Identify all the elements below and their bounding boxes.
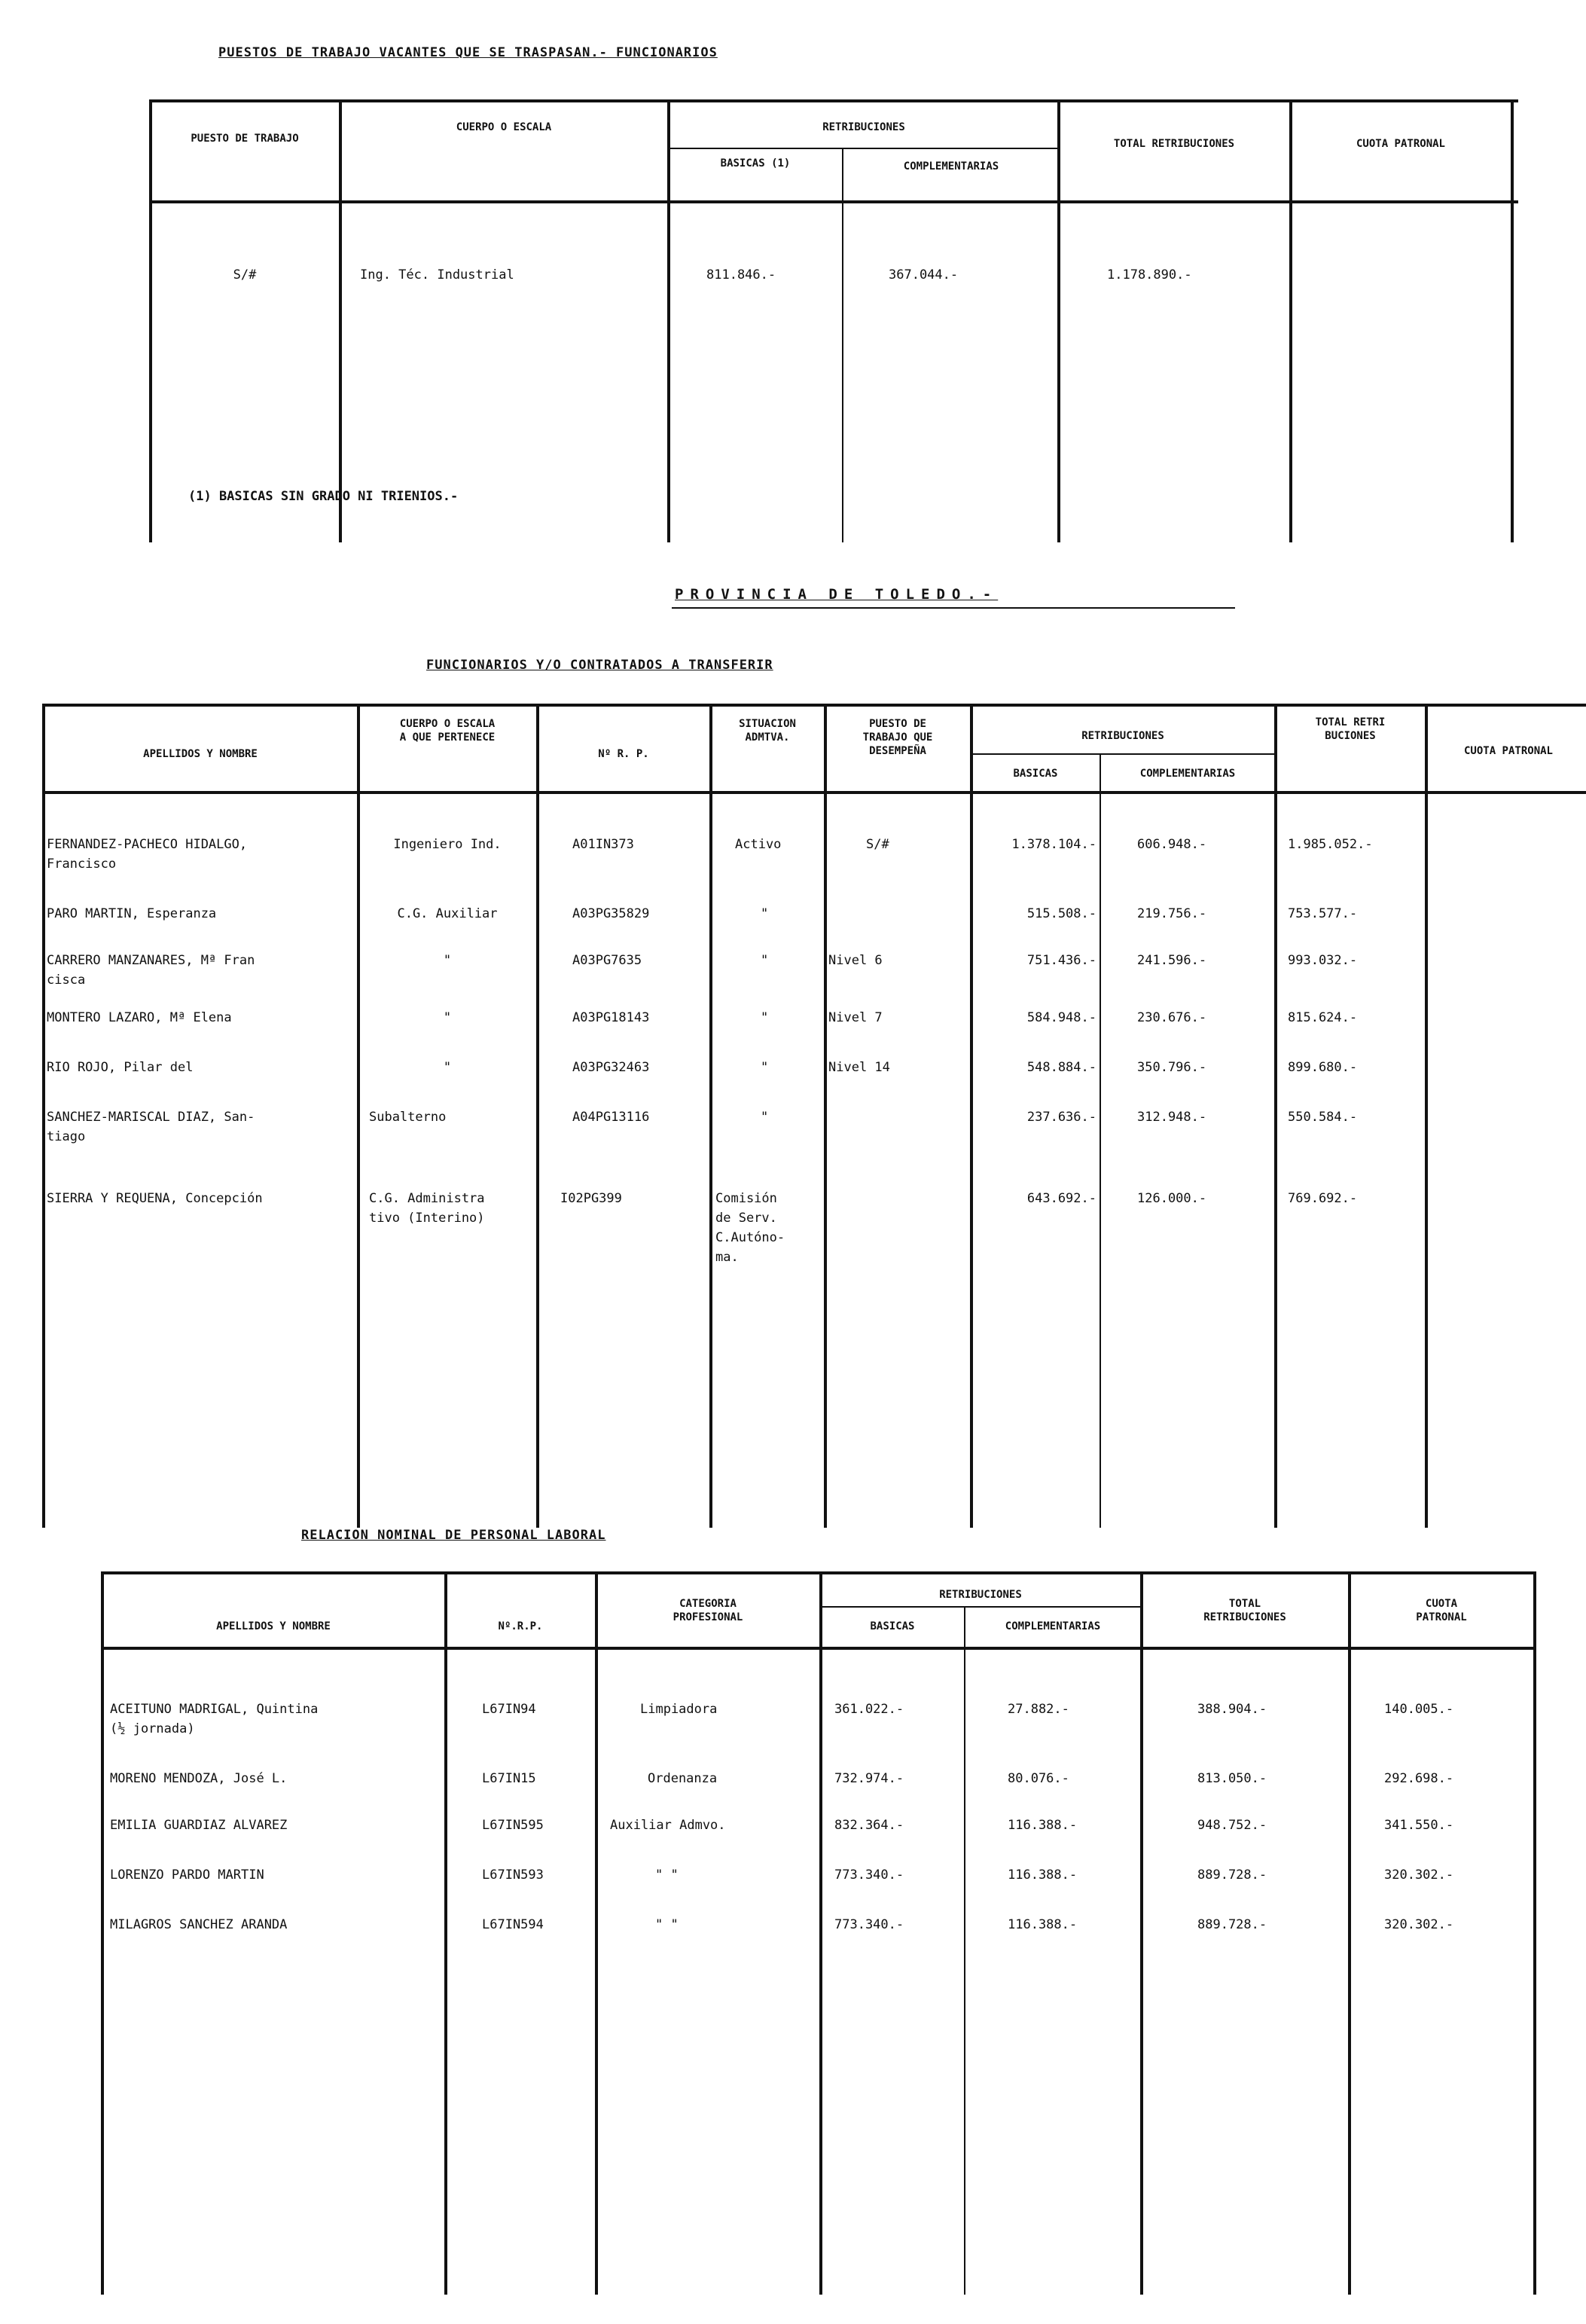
section1-title: PUESTOS DE TRABAJO VACANTES QUE SE TRASPASAN.- FUNCIONARIOS	[218, 45, 718, 60]
header-situacion: SITUACION ADMTVA.	[739, 718, 796, 744]
cell-total: 993.032.-	[1288, 953, 1358, 968]
cell-complementarias: 27.882.-	[1008, 1702, 1069, 1717]
cell-complementarias: 606.948.-	[1137, 837, 1207, 852]
header-apellidos: APELLIDOS Y NOMBRE	[216, 1620, 331, 1632]
cell-cuerpo: Ingeniero Ind.	[393, 837, 502, 852]
cell-total: 1.985.052.-	[1288, 837, 1373, 852]
header-cuota: CUOTA PATRONAL	[1356, 138, 1445, 150]
cell-basicas: 361.022.-	[834, 1702, 904, 1717]
cell-cuerpo: C.G. Administra tivo (Interino)	[369, 1191, 485, 1226]
cell-categoria: " "	[655, 1917, 679, 1932]
cell-nombre: MORENO MENDOZA, José L.	[110, 1771, 288, 1786]
header-complementarias: COMPLEMENTARIAS	[1139, 768, 1236, 780]
cell-situacion: "	[761, 1060, 769, 1075]
province-title: PROVINCIA DE TOLEDO.-	[675, 586, 999, 603]
header-total: TOTAL RETRIBUCIONES	[1113, 138, 1235, 150]
cell-cuerpo: "	[443, 1060, 452, 1075]
cell-cuerpo: "	[443, 1010, 452, 1025]
cell-total: 948.752.-	[1197, 1818, 1267, 1833]
cell-complementarias: 126.000.-	[1137, 1191, 1207, 1206]
cell-nombre: RIO ROJO, Pilar del	[47, 1060, 194, 1075]
cell-categoria: " "	[655, 1867, 679, 1883]
cell-basicas: 832.364.-	[834, 1818, 904, 1833]
cell-total: 889.728.-	[1197, 1867, 1267, 1883]
cell-situacion: Comisión de Serv. C.Autóno- ma.	[715, 1191, 785, 1265]
header-complementarias: COMPLEMENTARIAS	[1005, 1620, 1101, 1632]
cell-puesto: Nivel 7	[828, 1010, 883, 1025]
cell-puesto: S/#	[866, 837, 889, 852]
cell-nombre: MONTERO LAZARO, Mª Elena	[47, 1010, 232, 1025]
cell-cuota: 140.005.-	[1384, 1702, 1454, 1717]
cell-nombre: MILAGROS SANCHEZ ARANDA	[110, 1917, 288, 1932]
cell-complementarias: 312.948.-	[1137, 1110, 1207, 1125]
cell-complementarias: 116.388.-	[1008, 1818, 1078, 1833]
section3-title: RELACION NOMINAL DE PERSONAL LABORAL	[301, 1528, 606, 1543]
cell-puesto: S/#	[233, 267, 257, 282]
cell-basicas: 237.636.-	[1026, 1110, 1096, 1125]
cell-nombre: CARRERO MANZANARES, Mª Fran cisca	[47, 953, 255, 988]
cell-nombre: ACEITUNO MADRIGAL, Quintina (½ jornada)	[110, 1702, 319, 1736]
header-puesto: PUESTO DE TRABAJO QUE DESEMPEÑA	[862, 718, 933, 757]
cell-situacion: Activo	[735, 837, 782, 852]
cell-complementarias: 367.044.-	[889, 267, 959, 282]
cell-total: 813.050.-	[1197, 1771, 1267, 1786]
cell-situacion: "	[761, 1110, 769, 1125]
cell-categoria: Ordenanza	[648, 1771, 718, 1786]
header-retribuciones: RETRIBUCIONES	[939, 1589, 1022, 1601]
header-retribuciones: RETRIBUCIONES	[822, 121, 905, 133]
cell-categoria: Auxiliar Admvo.	[610, 1818, 726, 1833]
cell-cuota: 341.550.-	[1384, 1818, 1454, 1833]
cell-cuerpo: "	[443, 953, 452, 968]
cell-nrp: L67IN593	[482, 1867, 544, 1883]
cell-basicas: 773.340.-	[834, 1867, 904, 1883]
cell-situacion: "	[761, 906, 769, 921]
cell-nombre: FERNANDEZ-PACHECO HIDALGO, Francisco	[47, 837, 248, 872]
cell-nombre: LORENZO PARDO MARTIN	[110, 1867, 264, 1883]
cell-nrp: A03PG32463	[572, 1060, 650, 1075]
cell-total: 1.178.890.-	[1107, 267, 1192, 282]
cell-nrp: L67IN594	[482, 1917, 544, 1932]
cell-complementarias: 116.388.-	[1008, 1867, 1078, 1883]
header-categoria: CATEGORIA PROFESIONAL	[673, 1598, 743, 1623]
cell-complementarias: 80.076.-	[1008, 1771, 1069, 1786]
header-nrp: Nº R. P.	[598, 748, 649, 760]
cell-complementarias: 241.596.-	[1137, 953, 1207, 968]
cell-complementarias: 350.796.-	[1137, 1060, 1207, 1075]
header-cuota: CUOTA PATRONAL	[1463, 745, 1553, 757]
cell-nombre: PARO MARTIN, Esperanza	[47, 906, 217, 921]
cell-basicas: 751.436.-	[1026, 953, 1096, 968]
cell-basicas: 643.692.-	[1026, 1191, 1096, 1206]
cell-nombre: EMILIA GUARDIAZ ALVAREZ	[110, 1818, 288, 1833]
header-total: TOTAL RETRIBUCIONES	[1203, 1598, 1286, 1623]
header-total: TOTAL RETRI BUCIONES	[1315, 716, 1386, 742]
cell-nrp: A03PG18143	[572, 1010, 650, 1025]
cell-basicas: 773.340.-	[834, 1917, 904, 1932]
cell-total: 899.680.-	[1288, 1060, 1358, 1075]
cell-basicas: 548.884.-	[1026, 1060, 1096, 1075]
cell-total: 815.624.-	[1288, 1010, 1358, 1025]
cell-nrp: I02PG399	[560, 1191, 622, 1206]
cell-total: 388.904.-	[1197, 1702, 1267, 1717]
cell-nrp: A03PG7635	[572, 953, 642, 968]
header-basicas: BASICAS (1)	[720, 157, 791, 169]
header-complementarias: COMPLEMENTARIAS	[903, 160, 999, 173]
cell-basicas: 515.508.-	[1026, 906, 1096, 921]
cell-nombre: SIERRA Y REQUENA, Concepción	[47, 1191, 263, 1206]
cell-nrp: L67IN94	[482, 1702, 536, 1717]
cell-cuerpo: C.G. Auxiliar	[397, 906, 498, 921]
header-apellidos: APELLIDOS Y NOMBRE	[143, 748, 258, 760]
section2-title: FUNCIONARIOS Y/O CONTRATADOS A TRANSFERIR	[426, 658, 773, 673]
header-cuerpo: CUERPO O ESCALA A QUE PERTENECE	[399, 718, 496, 744]
cell-cuerpo: Subalterno	[369, 1110, 447, 1125]
footnote: (1) BASICAS SIN GRADO NI TRIENIOS.-	[188, 489, 459, 504]
cell-cuota: 292.698.-	[1384, 1771, 1454, 1786]
cell-total: 753.577.-	[1288, 906, 1358, 921]
cell-total: 889.728.-	[1197, 1917, 1267, 1932]
cell-basicas: 811.846.-	[706, 267, 776, 282]
cell-complementarias: 116.388.-	[1008, 1917, 1078, 1932]
cell-nrp: L67IN595	[482, 1818, 544, 1833]
header-puesto: PUESTO DE TRABAJO	[191, 133, 299, 145]
cell-categoria: Limpiadora	[640, 1702, 718, 1717]
cell-nombre: SANCHEZ-MARISCAL DIAZ, San- tiago	[47, 1110, 255, 1144]
cell-nrp: A03PG35829	[572, 906, 650, 921]
header-basicas: BASICAS	[870, 1620, 915, 1632]
cell-nrp: L67IN15	[482, 1771, 536, 1786]
header-cuerpo: CUERPO O ESCALA	[456, 121, 552, 133]
cell-situacion: "	[761, 953, 769, 968]
cell-nrp: A01IN373	[572, 837, 634, 852]
header-nrp: Nº.R.P.	[498, 1620, 543, 1632]
cell-cuota: 320.302.-	[1384, 1917, 1454, 1932]
header-cuota: CUOTA PATRONAL	[1416, 1598, 1467, 1623]
cell-basicas: 584.948.-	[1026, 1010, 1096, 1025]
cell-complementarias: 219.756.-	[1137, 906, 1207, 921]
cell-complementarias: 230.676.-	[1137, 1010, 1207, 1025]
header-basicas: BASICAS	[1013, 768, 1058, 780]
header-retribuciones: RETRIBUCIONES	[1081, 730, 1164, 742]
cell-basicas: 732.974.-	[834, 1771, 904, 1786]
cell-nrp: A04PG13116	[572, 1110, 650, 1125]
cell-basicas: 1.378.104.-	[1011, 837, 1096, 852]
cell-situacion: "	[761, 1010, 769, 1025]
cell-total: 769.692.-	[1288, 1191, 1358, 1206]
cell-cuota: 320.302.-	[1384, 1867, 1454, 1883]
cell-cuerpo: Ing. Téc. Industrial	[360, 267, 514, 282]
cell-total: 550.584.-	[1288, 1110, 1358, 1125]
cell-puesto: Nivel 6	[828, 953, 883, 968]
cell-puesto: Nivel 14	[828, 1060, 890, 1075]
